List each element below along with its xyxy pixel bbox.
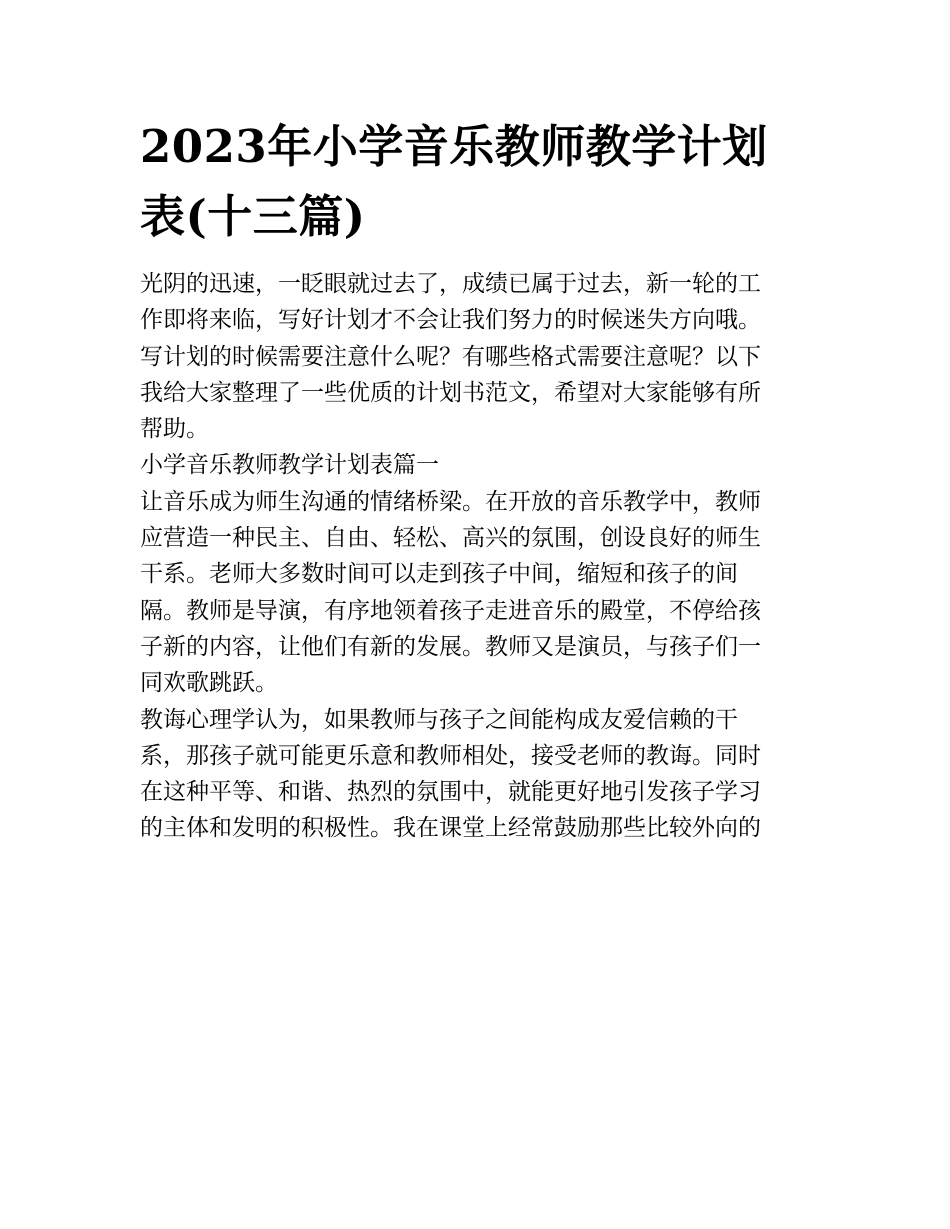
text-line: 同欢歌跳跃。 bbox=[140, 670, 278, 697]
text-line: 作即将来临，写好计划才不会让我们努力的时候迷失方向哦。 bbox=[140, 307, 761, 334]
text-line: 帮助。 bbox=[140, 416, 209, 443]
text-line: 干系。老师大多数时间可以走到孩子中间，缩短和孩子的间 bbox=[140, 561, 738, 588]
text-line: 应营造一种民主、自由、轻松、高兴的氛围，创设良好的师生 bbox=[140, 525, 761, 552]
body-paragraph bbox=[140, 484, 812, 702]
text-line: 光阴的迅速，一眨眼就过去了，成绩已属于过去，新一轮的工 bbox=[140, 271, 761, 297]
text-line: 我给大家整理了一些优质的计划书范文，希望对大家能够有所 bbox=[140, 379, 761, 406]
text-line: 教诲心理学认为，如果教师与孩子之间能构成友爱信赖的干 bbox=[140, 706, 738, 733]
body-paragraph bbox=[140, 702, 812, 847]
text-line: 让音乐成为师生沟通的情绪桥梁。在开放的音乐教学中，教师 bbox=[140, 488, 761, 515]
document-title bbox=[140, 112, 812, 252]
title-line: 2023年小学音乐教师教学计划 bbox=[140, 120, 768, 173]
text-line: 系，那孩子就可能更乐意和教师相处，接受老师的教诲。同时 bbox=[140, 742, 761, 769]
text-line: 在这种平等、和谐、热烈的氛围中，就能更好地引发孩子学习 bbox=[140, 779, 761, 806]
section-heading: 小学音乐教师教学计划表篇一 bbox=[140, 452, 439, 479]
text-line: 子新的内容，让他们有新的发展。教师又是演员，与孩子们一 bbox=[140, 633, 761, 660]
title-line: 表(十三篇) bbox=[140, 190, 366, 243]
text-line: 隔。教师是导演，有序地领着孩子走进音乐的殿堂，不停给孩 bbox=[140, 597, 761, 624]
document-page bbox=[140, 112, 812, 847]
intro-paragraph bbox=[140, 266, 812, 447]
text-line: 的主体和发明的积极性。我在课堂上经常鼓励那些比较外向的 bbox=[140, 815, 761, 842]
text-line: 写计划的时候需要注意什么呢？有哪些格式需要注意呢？以下 bbox=[140, 343, 761, 370]
